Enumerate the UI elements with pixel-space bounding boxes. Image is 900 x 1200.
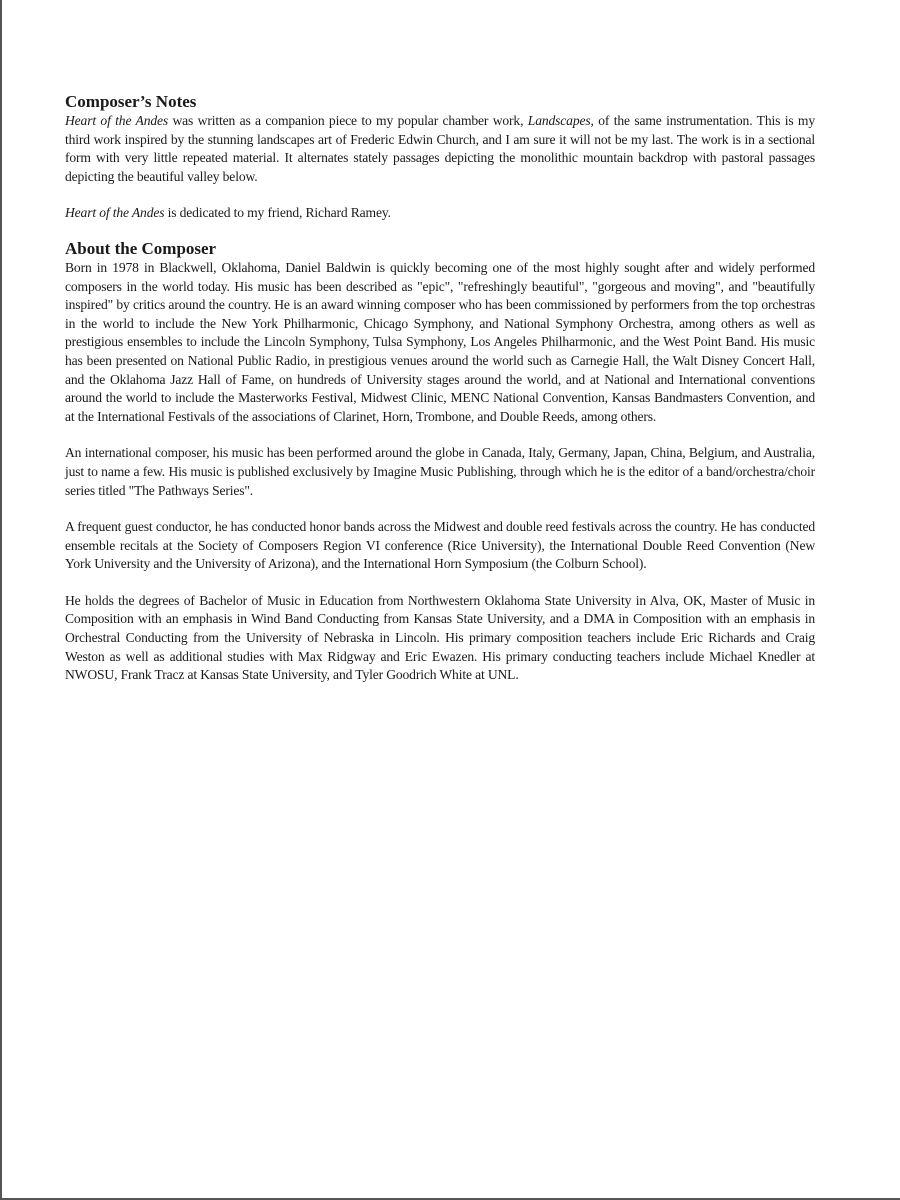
text-segment: , of the same instrumentation. This is my third work inspired by the stunning landscapes art of Frederic Edwin Church, and I am sure it will not be my last. The work is in a sectional form with very little repeated material. It alternates stately passages depicting the monolithic mountain backdrop with pastoral passages depicting the beautiful valley below.: [65, 113, 815, 184]
composers-notes-paragraph-1: [65, 112, 815, 186]
about-paragraph-4: He holds the degrees of Bachelor of Music in Education from Northwestern Oklahoma State University in Alva, OK, Master of Music in Composition with an emphasis in Wind Band Conducting from Kansas State University, and a DMA in Composition with an emphasis in Orchestral Conducting from the University of Nebraska in Lincoln. His primary composition teachers include Eric Richards and Craig Weston as well as additional studies with Max Ridgway and Eric Ewazen. His primary conducting teachers include Michael Knedler at NWOSU, Frank Tracz at Kansas State University, and Tyler Goodrich White at UNL.: [65, 592, 815, 683]
about-paragraph-1: Born in 1978 in Blackwell, Oklahoma, Daniel Baldwin is quickly becoming one of the most highly sought after and widely performed composers in the world today. His music has been described as "epic", "refreshingly beautiful", "gorgeous and moving", and "beautifully inspired" by critics around the country. He is an award winning composer who has been commissioned by performers from the top orchestras in the world to include the New York Philharmonic, Chicago Symphony, and National Symphony Orchestra, among others as well as prestigious ensembles to include the Lincoln Symphony, Tulsa Symphony, Los Angeles Philharmonic, and the West Point Band. His music has been presented on National Public Radio, in prestigious venues around the world such as Carnegie Hall, the Walt Disney Concert Hall, and the Oklahoma Jazz Hall of Fame, on hundreds of University stages around the world, and at National and International conventions around the world to include the Masterworks Festival, Midwest Clinic, MENC National Convention, Kansas Bandmasters Convention, and at the International Festivals of the associations of Clarinet, Horn, Trombone, and Double Reeds, among others.: [65, 259, 815, 424]
work-title: Heart of the Andes: [65, 113, 169, 128]
about-composer-heading: About the Composer: [65, 238, 217, 258]
document-page: [65, 92, 815, 685]
text-segment: is dedicated to my friend, Richard Ramey.: [164, 205, 391, 221]
text-segment: was written as a companion piece to my popular chamber work,: [168, 113, 528, 128]
composers-notes-heading: Composer’s Notes: [65, 92, 197, 111]
composers-notes-paragraph-2: [65, 204, 815, 223]
page-border-left: [0, 0, 2, 1200]
work-title: Landscapes: [527, 113, 591, 128]
about-paragraph-3: A frequent guest conductor, he has conducted honor bands across the Midwest and double reed festivals across the country. He has conducted ensemble recitals at the Society of Composers Region VI conference (Rice University), the International Double Reed Convention (New York University and the University of Arizona), and the International Horn Symposium (the Colburn School).: [65, 519, 815, 572]
about-paragraph-2: An international composer, his music has been performed around the globe in Canada, Italy, Germany, Japan, China, Belgium, and Australia, just to name a few. His music is published exclusively by Imagine Music Publishing, through which he is the editor of a band/orchestra/choir series titled "The Pathways Series".: [65, 445, 815, 498]
work-title: Heart of the Andes: [65, 205, 165, 221]
